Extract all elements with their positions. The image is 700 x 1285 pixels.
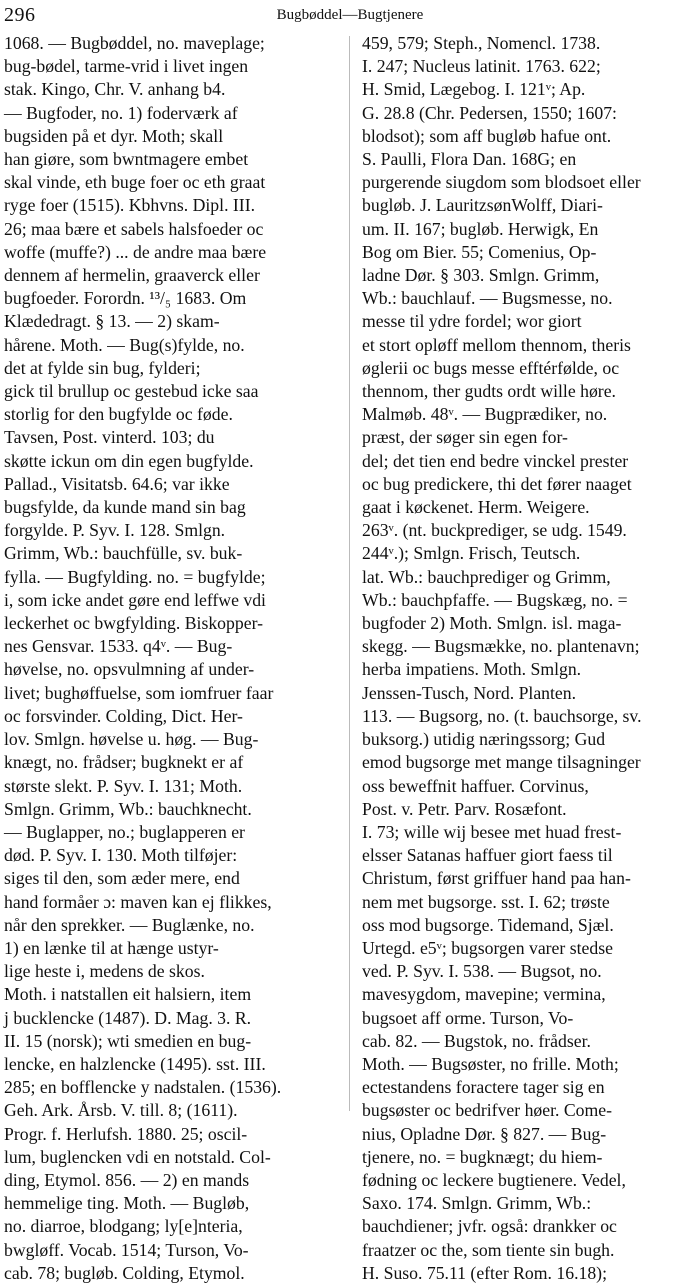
left-column-line: skøtte ickun om din egen bugfylde.	[4, 450, 254, 471]
right-column-line: præst, der søger sin egen for-	[362, 427, 568, 448]
left-column-line: Geh. Ark. Årsb. V. till. 8; (1611).	[4, 1100, 238, 1121]
left-column-line: høvelse, no. opsvulmning af under-	[4, 659, 255, 680]
left-column-line: lige heste i, medens de skos.	[4, 961, 205, 982]
right-column-line: ladne Dør. § 303. Smlgn. Grimm,	[362, 265, 600, 286]
left-column-text	[4, 32, 337, 1285]
right-column-line: nem met bugsorge. sst. I. 62; trøste	[362, 891, 610, 912]
left-column-line: II. 15 (norsk); wti smedien en bug-	[4, 1030, 252, 1051]
left-column-line: leckerhet oc bwgfylding. Biskopper-	[4, 613, 263, 634]
left-column-line: i, som icke andet gøre end leffwe vdi	[4, 589, 266, 610]
right-column-line: Saxo. 174. Smlgn. Grimm, Wb.:	[362, 1193, 592, 1214]
right-column-line: gaat i køckenet. Herm. Weigere.	[362, 497, 590, 518]
left-column-line: det at fylde sin bug, fylderi;	[4, 357, 201, 378]
right-column-line: I. 73; wille wij besee met huad frest-	[362, 821, 622, 842]
left-column-line: bug-bødel, tarme-vrid i livet ingen	[4, 56, 249, 77]
left-column-line: hårene. Moth. — Bug(s)fylde, no.	[4, 334, 245, 355]
left-column-line: bugsiden på et dyr. Moth; skall	[4, 125, 224, 146]
right-column-text	[362, 32, 694, 1285]
left-column-line: lencke, en halzlencke (1495). sst. III.	[4, 1053, 266, 1074]
left-column-line: lov. Smlgn. høvelse u. høg. — Bug-	[4, 729, 259, 750]
page-header	[0, 0, 700, 34]
left-column-line: død. P. Syv. I. 130. Moth tilføjer:	[4, 845, 238, 866]
right-column-line: 113. — Bugsorg, no. (t. bauchsorge, sv.	[362, 705, 642, 726]
right-column-line: messe til ydre fordel; wor giort	[362, 311, 582, 332]
right-column-line: purgerende siugdom som blodsoet eller	[362, 172, 641, 193]
left-column-line: woffe (muffe?) ... de andre maa bære	[4, 241, 267, 262]
left-column-line: stak. Kingo, Chr. V. anhang b4.	[4, 79, 226, 100]
right-column	[362, 32, 694, 1285]
right-column-line: H. Smid, Lægebog. I. 121ᵛ; Ap.	[362, 79, 586, 100]
right-column-line: lat. Wb.: bauchprediger og Grimm,	[362, 566, 611, 587]
left-column-line: nes Gensvar. 1533. q4ᵛ. — Bug-	[4, 636, 233, 657]
left-column-line: forgylde. P. Syv. I. 128. Smlgn.	[4, 520, 226, 541]
right-column-line: oss beweffnit haffuer. Corvinus,	[362, 775, 589, 796]
right-column-line: et stort opløff mellom thennom, theris	[362, 334, 631, 355]
left-column-line: når den sprekker. — Buglænke, no.	[4, 914, 255, 935]
right-column-line: Jenssen-Tusch, Nord. Planten.	[362, 682, 577, 703]
left-column-line: Klædedragt. § 13. — 2) skam-	[4, 311, 220, 332]
left-column-line: Pallad., Visitatsb. 64.6; var ikke	[4, 473, 230, 494]
left-column-line: Progr. f. Herlufsh. 1880. 25; oscil-	[4, 1123, 248, 1144]
right-column-line: emod bugsorge met mange tilsagninger	[362, 752, 641, 773]
left-column-line: cab. 78; bugløb. Colding, Etymol.	[4, 1262, 245, 1283]
left-column-line: Grimm, Wb.: bauchfülle, sv. buk-	[4, 543, 243, 564]
right-column-line: mavesygdom, mavepine; vermina,	[362, 984, 606, 1005]
right-column-line: fødning oc leckere bugtienere. Vedel,	[362, 1169, 626, 1190]
right-column-line: Urtegd. e5ᵛ; bugsorgen varer stedse	[362, 937, 613, 958]
right-column-line: bugsøster oc bedrifver høer. Come-	[362, 1100, 613, 1121]
left-column-line: hand formåer ɔ: maven kan ej flikkes,	[4, 891, 272, 912]
right-column-line: 459, 579; Steph., Nomencl. 1738.	[362, 33, 601, 53]
right-column-line: oc bug predickere, thi det fører naaget	[362, 473, 632, 494]
left-column-line: lum, buglencken vdi en notstald. Col-	[4, 1146, 271, 1167]
left-column-line: dennem af hermelin, graaverck eller	[4, 265, 260, 286]
right-column-line: cab. 82. — Bugstok, no. frådser.	[362, 1030, 591, 1051]
left-column-line: j bucklencke (1487). D. Mag. 3. R.	[4, 1007, 252, 1028]
right-column-line: H. Suso. 75.11 (efter Rom. 16.18);	[362, 1262, 607, 1283]
right-column-line: S. Paulli, Flora Dan. 168G; en	[362, 149, 577, 170]
left-column-line: livet; bughøffuelse, som iomfruer faar	[4, 682, 274, 703]
right-column-line: Moth. — Bugsøster, no frille. Moth;	[362, 1053, 619, 1074]
right-column-line: Malmøb. 48ᵛ. — Bugprædiker, no.	[362, 404, 608, 425]
left-column-line: 285; en bofflencke y nadstalen. (1536).	[4, 1077, 282, 1098]
left-column-line: største slekt. P. Syv. I. 131; Moth.	[4, 775, 243, 796]
right-column-line: øglerii oc bugs messe efftérfølde, oc	[362, 357, 620, 378]
running-head: Bugbøddel—Bugtjenere	[276, 7, 424, 23]
right-column-line: Bog om Bier. 55; Comenius, Op-	[362, 241, 597, 262]
right-column-line: I. 247; Nucleus latinit. 1763. 622;	[362, 56, 601, 77]
left-column-line: storlig for den bugfylde oc føde.	[4, 404, 233, 425]
left-column-line: ryge foer (1515). Kbhvns. Dipl. III.	[4, 195, 256, 216]
left-column-line: knægt, no. frådser; bugknekt er af	[4, 752, 244, 773]
left-column-line: fylla. — Bugfylding. no. = bugfylde;	[4, 566, 266, 587]
right-column-line: oss mod bugsorge. Tidemand, Sjæl.	[362, 914, 614, 935]
right-column-line: bugløb. J. LauritzsønWolff, Diari-	[362, 195, 603, 216]
left-column-line: ding, Etymol. 856. — 2) en mands	[4, 1169, 250, 1190]
left-column-line: siges til den, som æder mere, end	[4, 868, 240, 889]
left-column-line: Moth. i natstallen eit halsiern, item	[4, 984, 252, 1005]
right-column-line: G. 28.8 (Chr. Pedersen, 1550; 1607:	[362, 102, 617, 123]
right-column-line: 263ᵛ. (nt. buckprediger, se udg. 1549.	[362, 520, 627, 541]
left-column-line: bugsfylde, da kunde mand sin bag	[4, 497, 246, 518]
right-column-line: bugsoet aff orme. Turson, Vo-	[362, 1007, 574, 1028]
right-column-line: um. II. 167; bugløb. Herwigk, En	[362, 218, 599, 239]
right-column-line: Post. v. Petr. Parv. Rosæfont.	[362, 798, 567, 819]
left-column-line: 1068. — Bugbøddel, no. maveplage;	[4, 33, 265, 53]
right-column-line: thennom, ther gudts ordt wille høre.	[362, 381, 616, 402]
left-column-line: — Buglapper, no.; buglapperen er	[4, 821, 245, 842]
right-column-line: blodsot); som aff bugløb hafue ont.	[362, 125, 612, 146]
left-column-line: bwgløff. Vocab. 1514; Turson, Vo-	[4, 1239, 249, 1260]
left-column-line: skal vinde, eth buge foer oc eth graat	[4, 172, 266, 193]
right-column-line: tjenere, no. = bugknægt; du hiem-	[362, 1146, 603, 1167]
right-column-line: Christum, først griffuer hand paa han-	[362, 868, 631, 889]
left-column-line: Tavsen, Post. vinterd. 103; du	[4, 427, 215, 448]
right-column-line: Wb.: bauchlauf. — Bugsmesse, no.	[362, 288, 613, 309]
left-column-line: gick til brullup oc gestebud icke saa	[4, 381, 259, 402]
right-column-line: bugfoder 2) Moth. Smlgn. isl. maga-	[362, 613, 622, 634]
left-column-line: Smlgn. Grimm, Wb.: bauchknecht.	[4, 798, 252, 819]
left-column-line: 1) en lænke til at hænge ustyr-	[4, 937, 219, 958]
column-divider	[349, 36, 350, 1111]
left-column-line: no. diarroe, blodgang; ly[e]nteria,	[4, 1216, 243, 1237]
left-column-line: oc forsvinder. Colding, Dict. Her-	[4, 705, 243, 726]
page-number: 296	[4, 4, 36, 26]
left-column-line: han giøre, som bwntmagere embet	[4, 149, 249, 170]
right-column-line: del; det tien end bedre vinckel prester	[362, 450, 629, 471]
right-column-line: elsser Satanas haffuer giort faess til	[362, 845, 613, 866]
right-column-line: 244ᵛ.); Smlgn. Frisch, Teutsch.	[362, 543, 581, 564]
left-column-line: — Bugfoder, no. 1) foderværk af	[4, 102, 238, 123]
right-column-line: ved. P. Syv. I. 538. — Bugsot, no.	[362, 961, 602, 982]
right-column-line: Wb.: bauchpfaffe. — Bugskæg, no. =	[362, 589, 628, 610]
right-column-line: herba impatiens. Moth. Smlgn.	[362, 659, 582, 680]
left-column	[4, 32, 337, 1285]
right-column-line: buksorg.) utidig næringssorg; Gud	[362, 729, 606, 750]
left-column-line: hemmelige ting. Moth. — Bugløb,	[4, 1193, 250, 1214]
left-column-line: 26; maa bære et sabels halsfoeder oc	[4, 218, 264, 239]
right-column-line: bauchdiener; jvfr. også: drankker oc	[362, 1216, 617, 1237]
left-column-line: bugfoeder. Forordn. ¹³/₅ 1683. Om	[4, 288, 247, 309]
right-column-line: nius, Opladne Dør. § 827. — Bug-	[362, 1123, 607, 1144]
right-column-line: ectestandens foractere tager sig en	[362, 1077, 605, 1098]
right-column-line: fraatzer oc the, som tiente sin bugh.	[362, 1239, 615, 1260]
right-column-line: skegg. — Bugsmække, no. plantenavn;	[362, 636, 640, 657]
